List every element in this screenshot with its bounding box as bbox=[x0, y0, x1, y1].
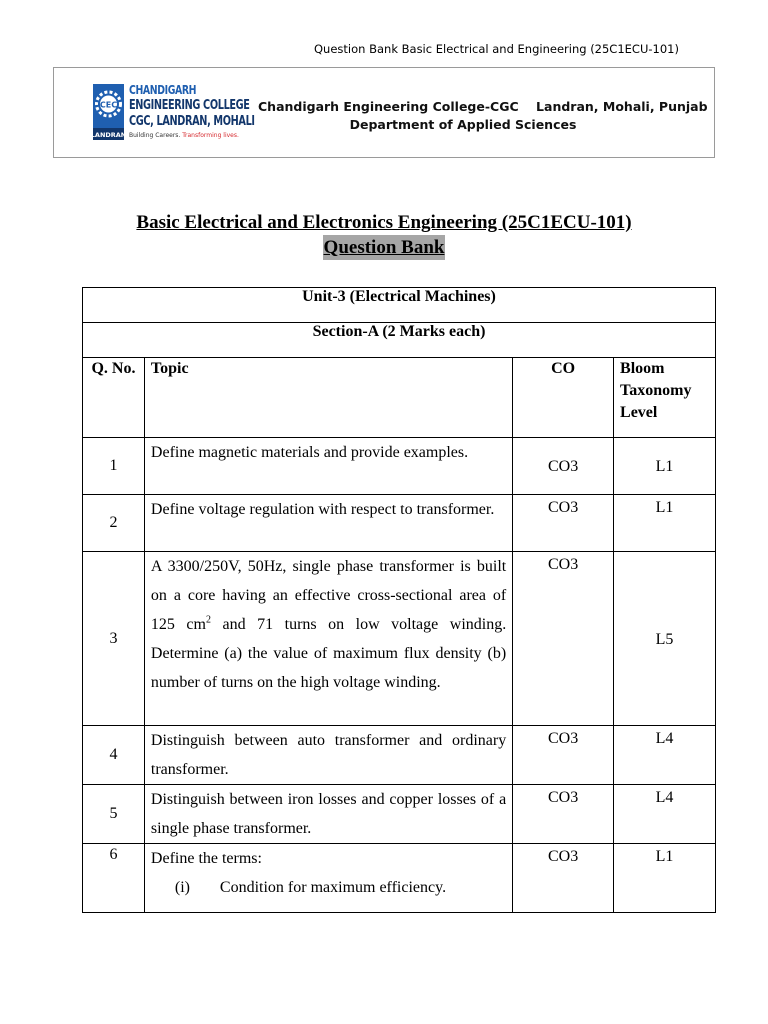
table-row bbox=[83, 552, 716, 726]
question-level: L1 bbox=[614, 438, 716, 495]
question-co: CO3 bbox=[513, 438, 614, 495]
logo-line-3: CGC, LANDRAN, MOHALI bbox=[129, 113, 255, 129]
level-header: Bloom Taxonomy Level bbox=[614, 358, 716, 438]
unit-title: Unit-3 (Electrical Machines) bbox=[83, 288, 716, 323]
question-number: 2 bbox=[83, 495, 145, 552]
logo-tagline: Building Careers. Transforming lives. bbox=[129, 132, 239, 139]
question-co: CO3 bbox=[513, 785, 614, 844]
table-row bbox=[83, 438, 716, 495]
section-title: Section-A (2 Marks each) bbox=[83, 323, 716, 358]
question-topic: Distinguish between iron losses and copper losses of a single phase transformer. bbox=[144, 785, 512, 844]
question-co: CO3 bbox=[513, 495, 614, 552]
question-number: 3 bbox=[83, 552, 145, 726]
column-header-row bbox=[83, 358, 716, 438]
college-banner bbox=[53, 67, 715, 158]
section-row bbox=[83, 323, 716, 358]
question-topic: A 3300/250V, 50Hz, single phase transformer is built on a core having an effective cross-sectional area of 125 $cm^2$ and 71 turns on low voltage winding. Determine (a) the value of maximum flux density (b) number of turns on the high voltage winding. bbox=[144, 552, 512, 726]
emblem-subtext: LANDRAN bbox=[90, 131, 127, 139]
document-title bbox=[0, 210, 768, 260]
sub-question bbox=[151, 873, 506, 902]
logo-line-2: ENGINEERING COLLEGE bbox=[129, 97, 250, 113]
question-bank-title: Question Bank bbox=[323, 237, 445, 258]
table-row bbox=[83, 844, 716, 913]
topic-header: Topic bbox=[144, 358, 512, 438]
question-table bbox=[82, 287, 716, 913]
question-co: CO3 bbox=[513, 726, 614, 785]
question-number: 5 bbox=[83, 785, 145, 844]
table-row bbox=[83, 785, 716, 844]
sub-question-number: (i) bbox=[174, 879, 191, 896]
question-level: L1 bbox=[614, 495, 716, 552]
question-number: 6 bbox=[83, 844, 145, 913]
logo-line-1: CHANDIGARH bbox=[129, 83, 197, 97]
gear-emblem-icon bbox=[90, 84, 127, 140]
college-name: Chandigarh Engineering College-CGC Landran, Mohali, Punjab bbox=[258, 99, 708, 114]
table-row bbox=[83, 495, 716, 552]
question-topic-lead: Define the terms: bbox=[150, 850, 262, 867]
unit-row bbox=[83, 288, 716, 323]
question-co: CO3 bbox=[513, 844, 614, 913]
question-level: L4 bbox=[614, 785, 716, 844]
question-level: L4 bbox=[614, 726, 716, 785]
question-topic: Define voltage regulation with respect to transformer. bbox=[144, 495, 512, 552]
college-logo bbox=[90, 82, 255, 144]
co-header: CO bbox=[513, 358, 614, 438]
question-topic: Distinguish between auto transformer and ordinary transformer. bbox=[144, 726, 512, 785]
question-co: CO3 bbox=[513, 552, 614, 726]
sub-question-text: Condition for maximum efficiency. bbox=[219, 879, 447, 896]
emblem-text: CEC bbox=[99, 100, 118, 110]
question-number: 1 bbox=[83, 438, 145, 495]
qno-header: Q. No. bbox=[83, 358, 145, 438]
question-number: 4 bbox=[83, 726, 145, 785]
question-level: L1 bbox=[614, 844, 716, 913]
question-topic: Define magnetic materials and provide examples. bbox=[144, 438, 512, 495]
table-row bbox=[83, 726, 716, 785]
college-info bbox=[258, 98, 708, 134]
department-name: Department of Applied Sciences bbox=[349, 117, 577, 132]
question-level: L5 bbox=[614, 552, 716, 726]
question-topic bbox=[144, 844, 512, 913]
course-title: Basic Electrical and Electronics Engineering (25C1ECU-101) bbox=[136, 212, 632, 233]
running-header: Question Bank Basic Electrical and Engineering (25C1ECU-101) bbox=[314, 42, 679, 56]
